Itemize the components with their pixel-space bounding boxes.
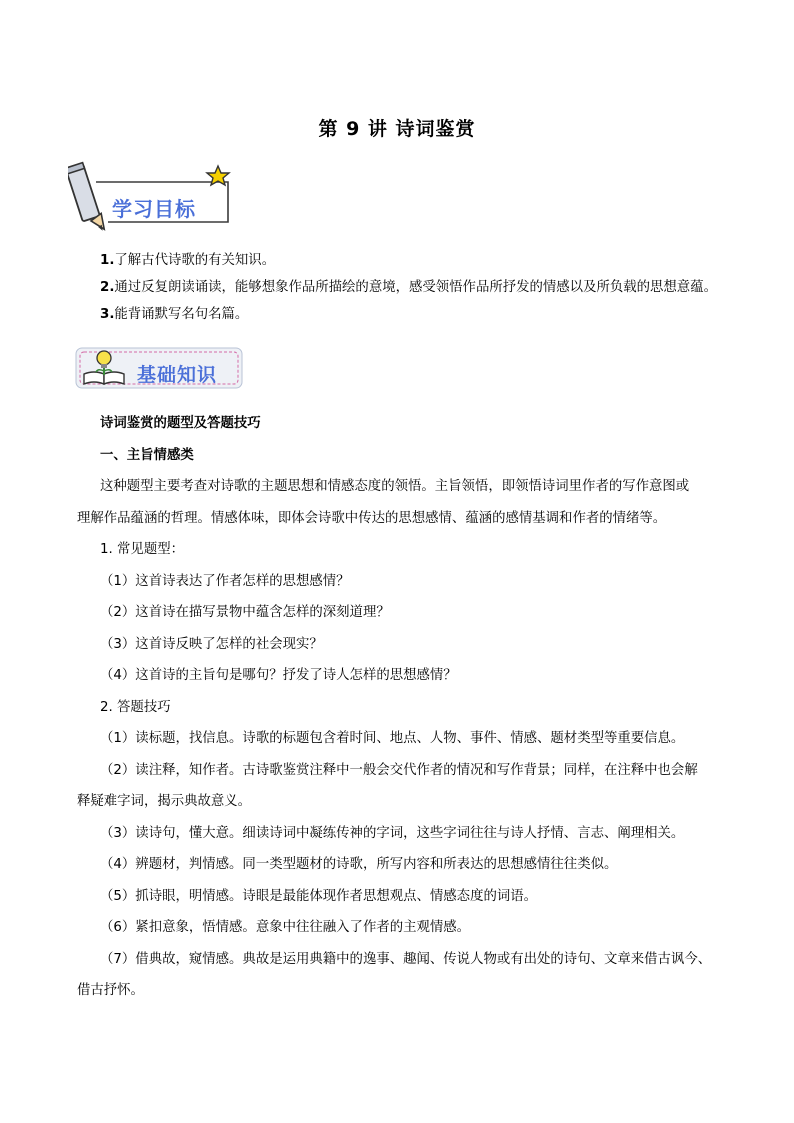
main-content — [77, 408, 728, 1007]
list-item: （1）这首诗表达了作者怎样的思想感情？ — [100, 573, 350, 589]
list-item: （4）辨题材，判情感。同一类型题材的诗歌，所写内容和所表达的思想感情往往类似。 — [100, 857, 618, 872]
list-item: （5）抓诗眼，明情感。诗眼是最能体现作者思想观点、情感态度的词语。 — [100, 888, 538, 904]
category-heading: 一、主旨情感类 — [100, 447, 194, 463]
list-item: （7）借典故，窥情感。典故是运用典籍中的逸事、趣闻、传说人物或有出处的诗句、文章来借古讽今、 — [100, 951, 712, 967]
paragraph-line: 这种题型主要考查对诗歌的主题思想和情感态度的领悟。主旨领悟，即领悟诗词里作者的写作意图或 — [100, 479, 690, 494]
basics-banner-label: 基础知识 — [137, 364, 218, 386]
goals-list — [100, 247, 717, 328]
subheading: 2. 答题技巧 — [100, 699, 171, 715]
list-item: （2）这首诗在描写景物中蕴含怎样的深刻道理？ — [100, 605, 390, 620]
goal-item: 2.通过反复朗读诵读，能够想象作品所描绘的意境，感受领悟作品所抒发的情感以及所负载的思想意蕴。 — [100, 280, 717, 295]
goal-item: 1.了解古代诗歌的有关知识。 — [100, 253, 276, 268]
list-item: （3）这首诗反映了怎样的社会现实？ — [100, 636, 323, 652]
list-item: （4）这首诗的主旨句是哪句？抒发了诗人怎样的思想感情？ — [100, 668, 457, 683]
list-item: （3）读诗句，懂大意。细读诗词中凝练传神的字词，这些字词往往与诗人抒情、言志、阐理相关。 — [100, 825, 685, 841]
goal-item: 3.能背诵默写名句名篇。 — [100, 307, 249, 322]
list-item: （1）读标题，找信息。诗歌的标题包含着时间、地点、人物、事件、情感、题材类型等重要信息。 — [100, 731, 685, 746]
list-item-continued: 释疑难字词，揭示典故意义。 — [77, 794, 252, 809]
list-item: （6）紧扣意象，悟情感。意象中往往融入了作者的主观情感。 — [100, 920, 471, 935]
pencil-icon — [68, 163, 106, 233]
subheading: 1. 常见题型： — [100, 542, 184, 557]
section-heading: 诗词鉴赏的题型及答题技巧 — [100, 416, 261, 431]
list-item: （2）读注释，知作者。古诗歌鉴赏注释中一般会交代作者的情况和写作背景；同样，在注释中也会解 — [100, 762, 698, 778]
list-item-continued: 借古抒怀。 — [77, 983, 144, 998]
goals-banner-label: 学习目标 — [112, 197, 196, 221]
page-title: 第 9 讲 诗词鉴赏 — [318, 118, 476, 140]
paragraph-line: 理解作品蕴涵的哲理。情感体味，即体会诗歌中传达的思想感情、蕴涵的感情基调和作者的情绪等。 — [77, 510, 667, 526]
